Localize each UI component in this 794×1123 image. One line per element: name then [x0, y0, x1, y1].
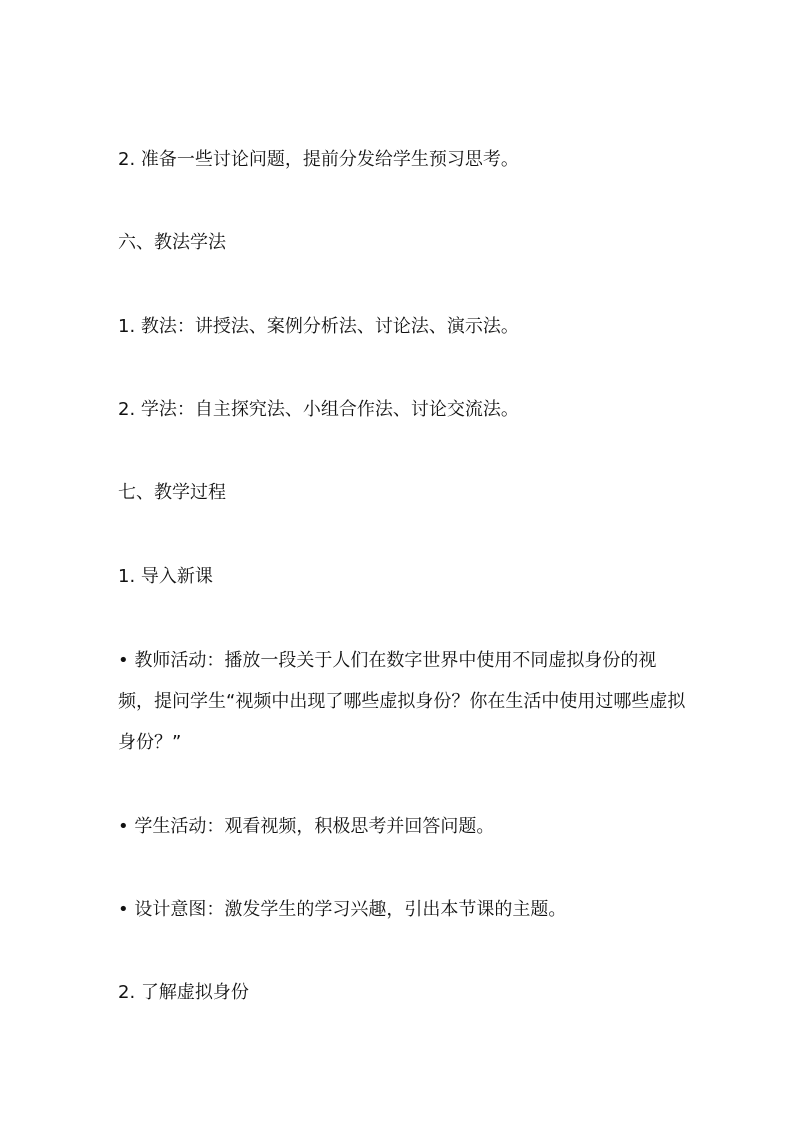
section-heading-methods: 六、教法学法 [118, 232, 226, 253]
prep-item-2: 2. 准备一些讨论问题，提前分发给学生预习思考。 [118, 149, 519, 170]
process-step-2-heading: 2. 了解虚拟身份 [118, 982, 249, 1003]
process-step-1-heading: 1. 导入新课 [118, 566, 213, 587]
teacher-activity-paragraph: • 教师活动：播放一段关于人们在数字世界中使用不同虚拟身份的视频，提问学生“视频中出现了哪些虚拟身份？你在生活中使用过哪些虚拟身份？” [118, 650, 686, 753]
section-heading-process: 七、教学过程 [118, 482, 226, 503]
learning-methods-item: 2. 学法：自主探究法、小组合作法、讨论交流法。 [118, 399, 519, 420]
design-intent-item: • 设计意图：激发学生的学习兴趣，引出本节课的主题。 [118, 899, 567, 920]
teaching-methods-item: 1. 教法：讲授法、案例分析法、讨论法、演示法。 [118, 316, 519, 337]
student-activity-item: • 学生活动：观看视频，积极思考并回答问题。 [118, 816, 495, 837]
